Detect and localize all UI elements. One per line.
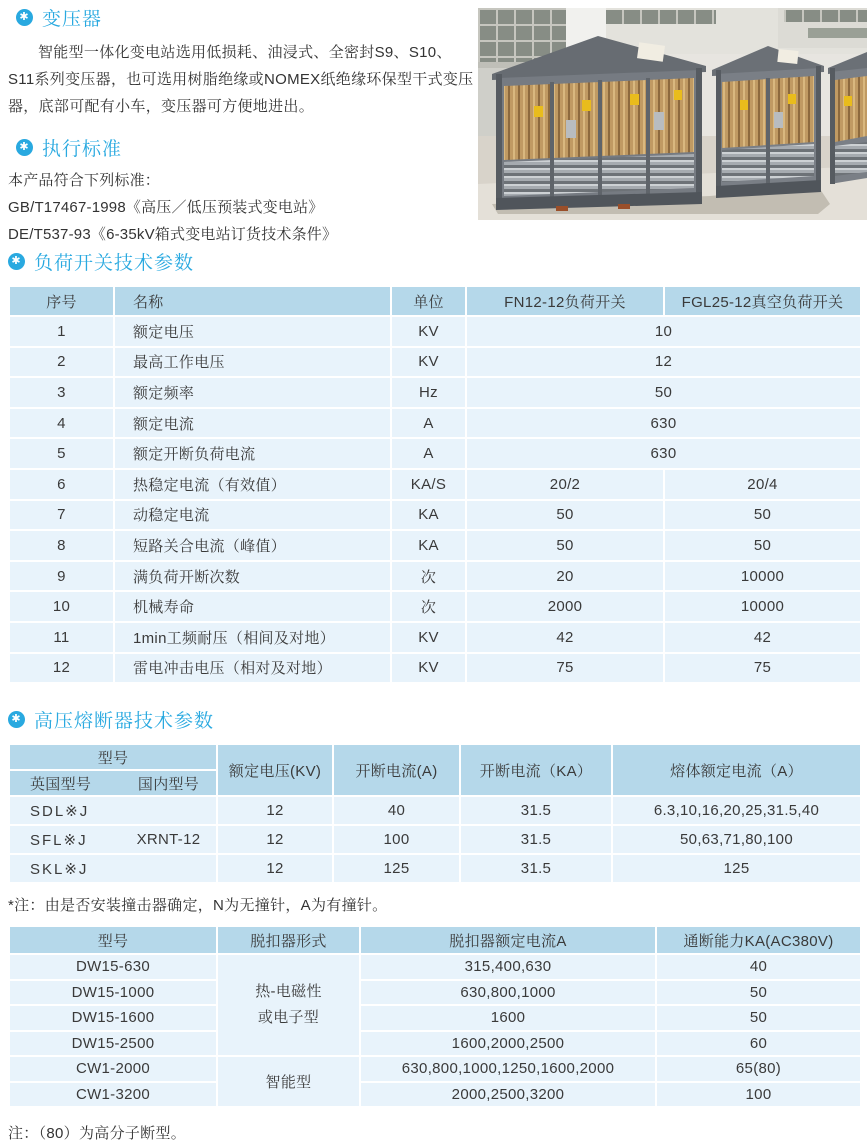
section-bullet-icon: ✱ bbox=[8, 253, 25, 270]
load-switch-section-title bbox=[8, 248, 867, 275]
table-row: SFL※J XRNT-12 12 100 31.5 50,63,71,80,100 bbox=[9, 825, 861, 854]
col-header-model-group: 型号 bbox=[9, 744, 217, 770]
fuse-section-title bbox=[8, 706, 867, 733]
table-row: 5 额定开断负荷电流 A 630 bbox=[9, 438, 861, 469]
table-row: 8 短路关合电流（峰值） KA 50 50 bbox=[9, 530, 861, 561]
table-header-row bbox=[9, 744, 861, 770]
load-switch-table bbox=[8, 285, 862, 684]
table-row: 2 最高工作电压 KV 12 bbox=[9, 347, 861, 378]
section-bullet-icon: ✱ bbox=[8, 711, 25, 728]
section-bullet-icon: ✱ bbox=[16, 139, 33, 156]
table-row: 3 额定频率 Hz 50 bbox=[9, 377, 861, 408]
table-row: 12 雷电冲击电压（相对及对地） KV 75 75 bbox=[9, 653, 861, 684]
col-header-cn-model: 国内型号 bbox=[121, 770, 217, 796]
col-header-trip-current: 脱扣器额定电流A bbox=[360, 926, 656, 954]
standards-list bbox=[8, 167, 474, 248]
section-title-label: 执行标准 bbox=[42, 139, 123, 160]
table-row: 9 满负荷开断次数 次 20 10000 bbox=[9, 561, 861, 592]
transformer-paragraph: 智能型一体化变电站选用低损耗、油浸式、全密封S9、S10、S11系列变压器，也可选用树脂绝缘或NOMEX纸绝缘环保型干式变压器，底部可配有小车，变压器可方便地进出。 bbox=[8, 44, 474, 115]
col-header-breaking-a: 开断电流(A) bbox=[333, 744, 460, 796]
product-photo bbox=[478, 8, 867, 220]
table-row: DW15-1600 1600 50 bbox=[9, 1005, 861, 1031]
table-row: 6 热稳定电流（有效值） KA/S 20/2 20/4 bbox=[9, 469, 861, 500]
breaker-table bbox=[8, 925, 862, 1108]
col-header-rated-voltage: 额定电压(KV) bbox=[217, 744, 333, 796]
standards-intro: 本产品符合下列标准： bbox=[8, 172, 161, 189]
col-header-melt-rated: 熔体额定电流（A） bbox=[612, 744, 861, 796]
table-row: CW1-2000 智能型 630,800,1000,1250,1600,2000 65(80) bbox=[9, 1056, 861, 1082]
table-row: 4 额定电流 A 630 bbox=[9, 408, 861, 439]
table-header-row bbox=[9, 286, 861, 316]
col-header-fgl25: FGL25-12真空负荷开关 bbox=[664, 286, 861, 316]
table-row: CW1-3200 2000,2500,3200 100 bbox=[9, 1082, 861, 1108]
col-header-no: 序号 bbox=[9, 286, 114, 316]
table-row: DW15-630 热-电磁性 或电子型 315,400,630 40 bbox=[9, 954, 861, 980]
table-row: DW15-1000 630,800,1000 50 bbox=[9, 980, 861, 1006]
trip-type-thermal-cell: 热-电磁性 或电子型 bbox=[217, 954, 360, 1056]
table-row: DW15-2500 1600,2000,2500 60 bbox=[9, 1031, 861, 1057]
substation-photo-graphic bbox=[478, 8, 867, 220]
standard-item: GB/T17467-1998《高压／低压预装式变电站》 bbox=[8, 199, 324, 216]
standards-section-title bbox=[16, 134, 474, 161]
col-header-unit: 单位 bbox=[391, 286, 466, 316]
col-header-fn12: FN12-12负荷开关 bbox=[466, 286, 664, 316]
table-row: 10 机械寿命 次 2000 10000 bbox=[9, 591, 861, 622]
trip-type-smart-cell: 智能型 bbox=[217, 1056, 360, 1107]
fuse-note: *注：由是否安装撞击器确定，N为无撞针，A为有撞针。 bbox=[8, 897, 388, 915]
intro-text-column bbox=[8, 4, 474, 248]
section-title-label: 高压熔断器技术参数 bbox=[34, 711, 215, 733]
table-row: 11 1min工频耐压（相间及对地） KV 42 42 bbox=[9, 622, 861, 653]
col-header-capacity: 通断能力KA(AC380V) bbox=[656, 926, 861, 954]
standard-item: DE/T537-93《6-35kV箱式变电站订货技术条件》 bbox=[8, 226, 338, 243]
table-header-row bbox=[9, 926, 861, 954]
top-section bbox=[0, 0, 867, 243]
table-row: 7 动稳定电流 KA 50 50 bbox=[9, 500, 861, 531]
table-row: SKL※J 12 125 31.5 125 bbox=[9, 854, 861, 883]
col-header-model: 型号 bbox=[9, 926, 217, 954]
section-title-label: 负荷开关技术参数 bbox=[34, 253, 195, 274]
table-row: 1 额定电压 KV 10 bbox=[9, 316, 861, 347]
transformer-section-title bbox=[16, 4, 474, 31]
table-row: SDL※J 12 40 31.5 6.3,10,16,20,25,31.5,40 bbox=[9, 796, 861, 825]
col-header-uk-model: 英国型号 bbox=[9, 770, 121, 796]
section-title-label: 变压器 bbox=[42, 9, 103, 30]
fuse-table bbox=[8, 743, 862, 884]
section-bullet-icon: ✱ bbox=[16, 9, 33, 26]
col-header-breaking-ka: 开断电流（KA） bbox=[460, 744, 612, 796]
breaker-note: 注：（80）为高分子断型。 bbox=[8, 1125, 187, 1143]
col-header-trip-type: 脱扣器形式 bbox=[217, 926, 360, 954]
col-header-name: 名称 bbox=[114, 286, 391, 316]
